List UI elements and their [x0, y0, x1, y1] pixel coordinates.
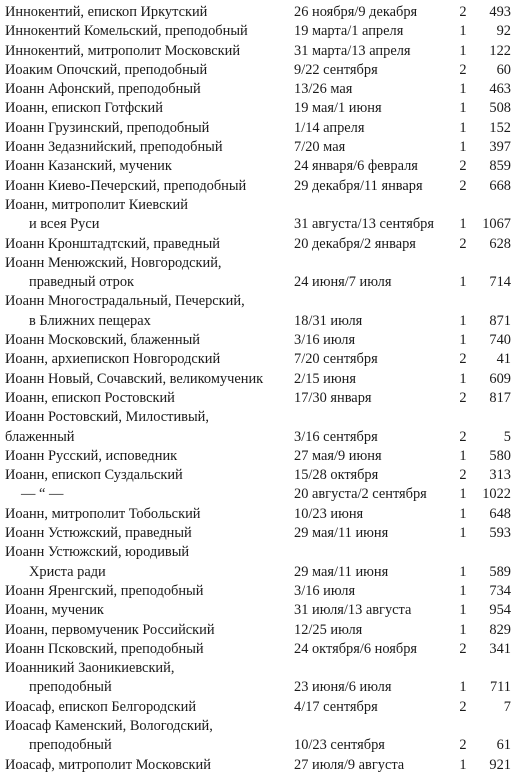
saint-name: Иоанн Киево-Печерский, преподобный — [5, 177, 247, 194]
index-row — [5, 292, 511, 311]
index-row — [5, 22, 511, 41]
index-row — [5, 698, 511, 717]
volume-number: 1 — [459, 23, 467, 40]
page-number: 734 — [489, 582, 511, 599]
saint-name: преподобный — [29, 679, 112, 696]
feast-date: 29 декабря/11 января — [294, 177, 423, 194]
index-row — [5, 447, 511, 466]
saint-name: Иоанн Казанский, мученик — [5, 158, 172, 175]
saint-name: Иоанн Афонский, преподобный — [5, 81, 201, 98]
feast-date: 4/17 сентября — [294, 698, 378, 715]
volume-number: 1 — [459, 274, 467, 291]
page-number: 122 — [489, 42, 511, 59]
index-row — [5, 3, 511, 22]
feast-date: 31 июля/13 августа — [294, 602, 412, 619]
saint-name: Иоанн, архиепископ Новгородский — [5, 351, 221, 368]
volume-number: 1 — [459, 312, 467, 329]
feast-date: 7/20 сентября — [294, 351, 378, 368]
page-number: 609 — [489, 370, 511, 387]
feast-date: 7/20 мая — [294, 139, 346, 156]
volume-number: 1 — [459, 42, 467, 59]
volume-number: 1 — [459, 81, 467, 98]
saint-name: Иоанн Зедазнийский, преподобный — [5, 139, 223, 156]
index-row — [5, 235, 511, 254]
feast-date: 24 января/6 февраля — [294, 158, 418, 175]
feast-date: 1/14 апреля — [294, 119, 365, 136]
volume-number: 2 — [459, 428, 467, 445]
index-row — [5, 42, 511, 61]
saint-name: Иоанн Менюжский, Новгородский, — [5, 254, 222, 271]
page-number: 954 — [489, 602, 511, 619]
index-row — [5, 273, 511, 292]
page-number: 829 — [489, 621, 511, 638]
feast-date: 24 октября/6 ноября — [294, 640, 418, 657]
saint-name: Иннокентий Комельский, преподобный — [5, 23, 248, 40]
page-number: 61 — [496, 737, 511, 754]
index-row — [5, 717, 511, 736]
index-row — [5, 99, 511, 118]
volume-number: 1 — [459, 100, 467, 117]
page-number: 152 — [489, 119, 511, 136]
page-number: 463 — [489, 81, 511, 98]
saint-name: Иоанн Новый, Сочавский, великомученик — [5, 370, 264, 387]
index-row — [5, 370, 511, 389]
volume-number: 1 — [459, 602, 467, 619]
page-number: 1022 — [482, 486, 511, 503]
index-row — [5, 61, 511, 80]
feast-date: 10/23 июня — [294, 505, 364, 522]
saint-name: Иоанн Яренгский, преподобный — [5, 582, 204, 599]
page-number: 313 — [489, 467, 511, 484]
page-number: 1067 — [482, 216, 511, 233]
saint-name: Иоанн, митрополит Тобольский — [5, 505, 201, 522]
feast-date: 27 июля/9 августа — [294, 756, 405, 773]
page-number: 7 — [503, 698, 511, 715]
saint-name: Иоанн Московский, блаженный — [5, 332, 200, 349]
saint-name: Иоанникий Заоникиевский, — [5, 660, 175, 677]
page-number: 714 — [489, 274, 511, 291]
saint-name: Иоанн Многострадальный, Печерский, — [5, 293, 245, 310]
page-number: 341 — [489, 640, 511, 657]
index-row — [5, 659, 511, 678]
saint-name: Иннокентий, епископ Иркутский — [5, 4, 208, 20]
feast-date: 27 мая/9 июня — [294, 447, 382, 464]
page-number: 711 — [489, 679, 511, 696]
volume-number: 2 — [459, 235, 467, 252]
saint-name: Иоанн Псковский, преподобный — [5, 640, 204, 657]
volume-number: 2 — [459, 640, 467, 657]
ditto-mark: — “ — — [21, 486, 64, 503]
index-row — [5, 466, 511, 485]
page-number: 648 — [489, 505, 511, 522]
feast-date: 24 июня/7 июля — [294, 274, 392, 291]
index-row — [5, 543, 511, 562]
index-row — [5, 157, 511, 176]
volume-number: 1 — [459, 563, 467, 580]
feast-date: 12/25 июля — [294, 621, 363, 638]
volume-number: 1 — [459, 370, 467, 387]
saint-name: преподобный — [29, 737, 112, 754]
volume-number: 2 — [459, 737, 467, 754]
page-number: 493 — [489, 4, 511, 20]
volume-number: 2 — [459, 177, 467, 194]
feast-date: 19 мая/1 июня — [294, 100, 382, 117]
page-number: 668 — [489, 177, 511, 194]
feast-date: 19 марта/1 апреля — [294, 23, 404, 40]
feast-date: 18/31 июля — [294, 312, 363, 329]
volume-number: 2 — [459, 351, 467, 368]
saint-name: Иоасаф, епископ Белгородский — [5, 698, 197, 715]
feast-date: 20 августа/2 сентября — [294, 486, 427, 503]
page-number: 593 — [489, 525, 511, 542]
index-row — [5, 331, 511, 350]
saint-name: Иоанн, митрополит Киевский — [5, 196, 188, 213]
index-row — [5, 138, 511, 157]
index-row — [5, 312, 511, 331]
index-row — [5, 428, 511, 447]
saint-name: и всея Руси — [29, 216, 100, 233]
saint-name: в Ближних пещерах — [29, 312, 151, 329]
feast-date: 13/26 мая — [294, 81, 353, 98]
page-number: 397 — [489, 139, 511, 156]
volume-number: 2 — [459, 158, 467, 175]
page-number: 859 — [489, 158, 511, 175]
volume-number: 1 — [459, 756, 467, 773]
page-number: 5 — [503, 428, 511, 445]
page-number: 508 — [489, 100, 511, 117]
page-number: 628 — [489, 235, 511, 252]
saint-name: Иоанн, епископ Ростовский — [5, 389, 175, 406]
feast-date: 29 мая/11 июня — [294, 525, 389, 542]
feast-date: 29 мая/11 июня — [294, 563, 389, 580]
index-row — [5, 582, 511, 601]
saint-name: праведный отрок — [29, 274, 135, 291]
volume-number: 2 — [459, 467, 467, 484]
index-row — [5, 80, 511, 99]
index-row — [5, 177, 511, 196]
index-row — [5, 389, 511, 408]
page-number: 60 — [496, 61, 511, 78]
index-row — [5, 215, 511, 234]
saint-name: Иоанн, епископ Готфский — [5, 100, 163, 117]
saint-name: Иоанн, мученик — [5, 602, 104, 619]
page-number: 580 — [489, 447, 511, 464]
page-number: 921 — [489, 756, 511, 773]
volume-number: 2 — [459, 389, 467, 406]
volume-number: 1 — [459, 332, 467, 349]
saint-name: Иоасаф, митрополит Московский — [5, 756, 211, 773]
volume-number: 1 — [459, 525, 467, 542]
index-row — [5, 601, 511, 620]
volume-number: 1 — [459, 216, 467, 233]
page-number: 589 — [489, 563, 511, 580]
index-row — [5, 756, 511, 775]
index-row — [5, 254, 511, 273]
feast-date: 9/22 сентября — [294, 61, 378, 78]
feast-date: 20 декабря/2 января — [294, 235, 416, 252]
feast-date: 10/23 сентября — [294, 737, 385, 754]
volume-number: 1 — [459, 486, 467, 503]
volume-number: 1 — [459, 582, 467, 599]
saint-name: блаженный — [5, 428, 75, 445]
page-number: 817 — [489, 389, 511, 406]
saint-name: Иоанн Кронштадтский, праведный — [5, 235, 220, 252]
index-row — [5, 505, 511, 524]
volume-number: 1 — [459, 679, 467, 696]
volume-number: 1 — [459, 505, 467, 522]
index-row — [5, 621, 511, 640]
page-number: 92 — [496, 23, 511, 40]
index-row — [5, 524, 511, 543]
saint-name: Иоанн, епископ Суздальский — [5, 467, 183, 484]
feast-date: 3/16 июля — [294, 582, 356, 599]
volume-number: 2 — [459, 61, 467, 78]
saint-name: Иоасаф Каменский, Вологодский, — [5, 717, 213, 734]
index-row — [5, 736, 511, 755]
saint-name: Иоанн Ростовский, Милостивый, — [5, 409, 209, 426]
feast-date: 23 июня/6 июля — [294, 679, 392, 696]
volume-number: 2 — [459, 4, 467, 20]
saint-name: Иоанн Русский, исповедник — [5, 447, 178, 464]
index-row — [5, 485, 511, 504]
saint-name: Иоанн, первомученик Российский — [5, 621, 215, 638]
volume-number: 1 — [459, 447, 467, 464]
page-number: 41 — [496, 351, 511, 368]
volume-number: 1 — [459, 621, 467, 638]
saint-name: Иоаким Опочский, преподобный — [5, 61, 208, 78]
saints-index — [5, 3, 511, 775]
index-row — [5, 350, 511, 369]
index-row — [5, 119, 511, 138]
page-number: 871 — [489, 312, 511, 329]
feast-date: 2/15 июня — [294, 370, 356, 387]
feast-date: 15/28 октября — [294, 467, 379, 484]
feast-date: 31 марта/13 апреля — [294, 42, 411, 59]
saint-name: Иннокентий, митрополит Московский — [5, 42, 241, 59]
feast-date: 3/16 июля — [294, 332, 356, 349]
volume-number: 2 — [459, 698, 467, 715]
feast-date: 17/30 января — [294, 389, 372, 406]
index-row — [5, 196, 511, 215]
volume-number: 1 — [459, 139, 467, 156]
index-row — [5, 563, 511, 582]
page-number: 740 — [489, 332, 511, 349]
saint-name: Христа ради — [29, 563, 106, 580]
index-row — [5, 678, 511, 697]
saint-name: Иоанн Устюжский, юродивый — [5, 544, 190, 561]
volume-number: 1 — [459, 119, 467, 136]
index-row — [5, 640, 511, 659]
feast-date: 3/16 сентября — [294, 428, 378, 445]
saint-name: Иоанн Устюжский, праведный — [5, 525, 192, 542]
feast-date: 31 августа/13 сентября — [294, 216, 434, 233]
feast-date: 26 ноября/9 декабря — [294, 4, 418, 20]
index-row — [5, 408, 511, 427]
saint-name: Иоанн Грузинский, преподобный — [5, 119, 210, 136]
